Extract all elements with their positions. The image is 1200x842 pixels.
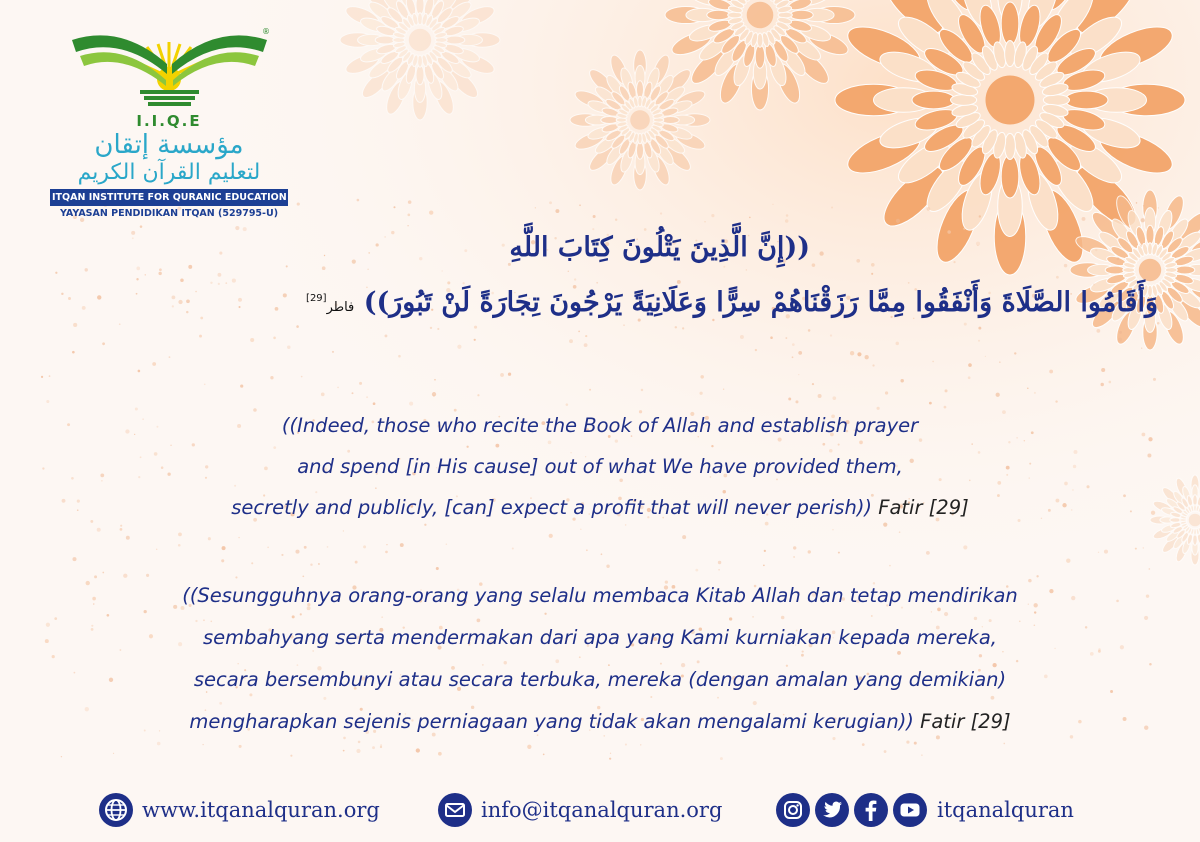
malay-reference: Fatir [29] xyxy=(920,710,1011,733)
website-text: www.itqanalquran.org xyxy=(142,798,380,822)
english-line-3 xyxy=(0,487,1200,528)
english-line-1: ((Indeed, those who recite the Book of Allah and establish prayer xyxy=(281,414,919,437)
youtube-icon[interactable] xyxy=(892,792,928,828)
malay-line-3: secara bersembunyi atau secara terbuka, mereka (dengan amalan yang demikian) xyxy=(193,668,1007,691)
svg-text:®: ® xyxy=(261,27,270,36)
footer-contacts xyxy=(0,778,1200,838)
logo-english-name: ITQAN INSTITUTE FOR QURANIC EDUCATION xyxy=(50,189,288,206)
iiqe-logo xyxy=(44,22,294,247)
instagram-icon[interactable] xyxy=(775,792,811,828)
logo-arabic-subtitle: لتعليم القرآن الكريم xyxy=(77,160,261,185)
open-book-sun-icon xyxy=(62,22,277,112)
mandala-ornament xyxy=(570,50,710,190)
malay-line-4 xyxy=(0,701,1200,743)
malay-line-1: ((Sesungguhnya orang-orang yang selalu membaca Kitab Allah dan tetap mendirikan xyxy=(182,584,1018,607)
email-text: info@itqanalquran.org xyxy=(481,798,723,822)
english-line-3-text: secretly and publicly, [can] expect a profit that will never perish)) xyxy=(231,496,873,519)
envelope-icon xyxy=(437,792,473,828)
website-link[interactable] xyxy=(98,792,380,828)
english-translation xyxy=(0,405,1200,528)
verse-arabic-line-1: ((إِنَّ الَّذِينَ يَتْلُونَ كِتَابَ اللَّهِ xyxy=(509,232,810,263)
social-handle: itqanalquran xyxy=(937,798,1074,822)
malay-line-4-text: mengharapkan sejenis perniagaan yang tidak akan mengalami kerugian)) xyxy=(189,710,914,733)
verse-arabic-surah-ref: فاطر xyxy=(326,300,355,315)
globe-icon xyxy=(98,792,134,828)
malay-translation xyxy=(0,575,1200,743)
verse-arabic-ayah-number: [29] xyxy=(306,293,327,304)
email-link[interactable] xyxy=(437,792,722,828)
logo-registration: YAYASAN PENDIDIKAN ITQAN (529795-U) xyxy=(59,208,279,219)
english-line-2: and spend [in His cause] out of what We have provided them, xyxy=(297,455,903,478)
verse-arabic-line-2 xyxy=(306,287,1158,318)
malay-line-2: sembahyang serta mendermakan dari apa yang Kami kurniakan kepada mereka, xyxy=(202,626,997,649)
verse-arabic-text: وَأَقَامُوا الصَّلَاةَ وَأَنْفَقُوا مِمَّا رَزَقْنَاهُمْ سِرًّا وَعَلَانِيَةً يَرْجُونَ تِجَارَةً لَنْ تَبُورَ)) xyxy=(363,287,1158,318)
social-links xyxy=(775,792,1074,828)
facebook-icon[interactable] xyxy=(853,792,889,828)
logo-arabic-name: مؤسسة إتقان xyxy=(94,130,244,160)
english-reference: Fatir [29] xyxy=(878,496,969,519)
twitter-icon[interactable] xyxy=(814,792,850,828)
logo-abbreviation: I.I.Q.E xyxy=(136,112,202,130)
